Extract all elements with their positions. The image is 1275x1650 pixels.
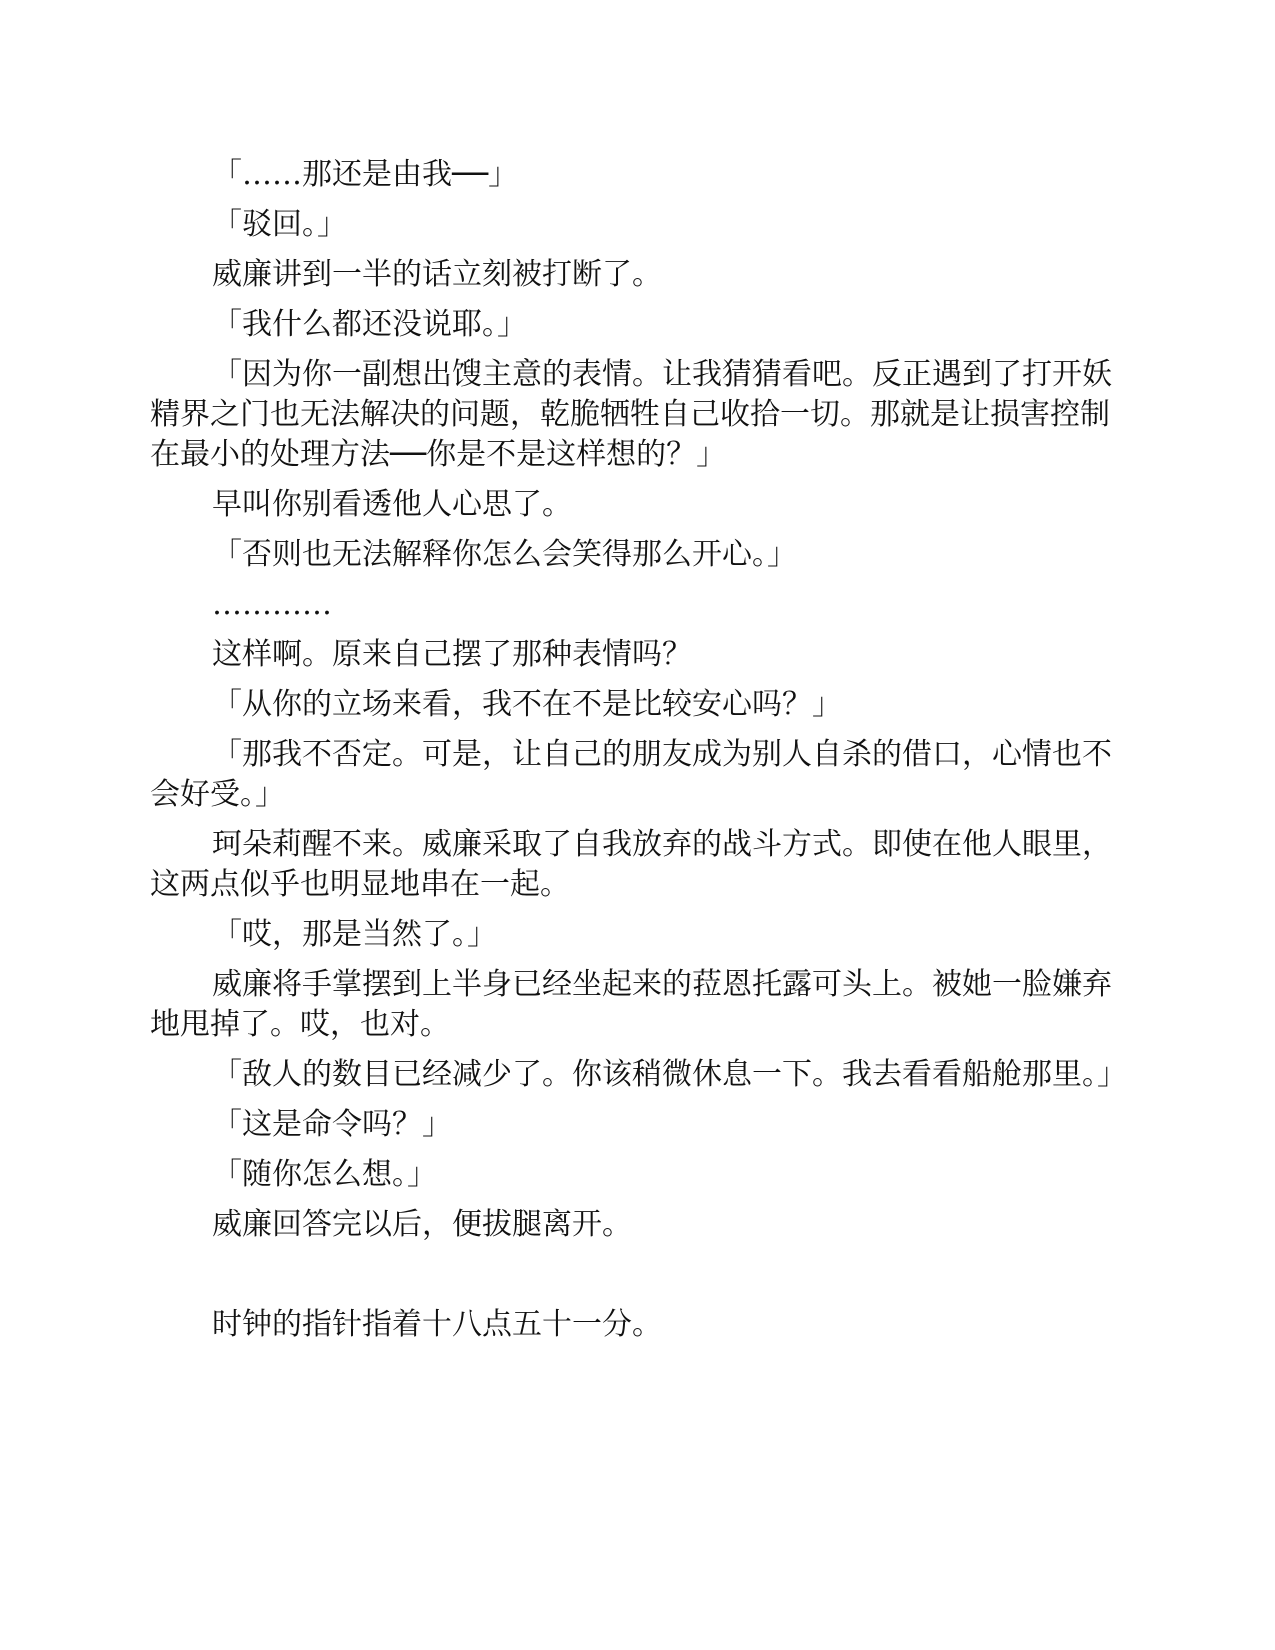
paragraph-8: ………… bbox=[212, 587, 332, 622]
body-text bbox=[150, 155, 1125, 1355]
section-break bbox=[150, 1255, 1125, 1305]
paragraph-19: 时钟的指针指着十八点五十一分。 bbox=[212, 1307, 662, 1342]
paragraph-2: 「驳回。」 bbox=[212, 207, 347, 242]
paragraph-11: 「那我不否定。可是，让自己的朋友成为别人自杀的借口，心情也不会好受。」 bbox=[150, 737, 1112, 812]
paragraph-16: 「这是命令吗？」 bbox=[212, 1107, 452, 1142]
paragraph-6: 早叫你别看透他人心思了。 bbox=[212, 487, 572, 522]
paragraph-3: 威廉讲到一半的话立刻被打断了。 bbox=[212, 257, 662, 292]
paragraph-9: 这样啊。原来自己摆了那种表情吗？ bbox=[212, 637, 692, 672]
paragraph-5: 「因为你一副想出馊主意的表情。让我猜猜看吧。反正遇到了打开妖精界之门也无法解决的问题，乾脆牺牲自己收拾一切。那就是让损害控制在最小的处理方法──你是不是这样想的？」 bbox=[150, 357, 1112, 472]
paragraph-13: 「哎，那是当然了。」 bbox=[212, 917, 497, 952]
paragraph-12: 珂朵莉醒不来。威廉采取了自我放弃的战斗方式。即使在他人眼里，这两点似乎也明显地串在一起。 bbox=[150, 827, 1112, 902]
paragraph-15: 「敌人的数目已经减少了。你该稍微休息一下。我去看看船舱那里。」 bbox=[212, 1057, 1127, 1092]
paragraph-7: 「否则也无法解释你怎么会笑得那么开心。」 bbox=[212, 537, 797, 572]
paragraph-1: 「……那还是由我──」 bbox=[212, 157, 519, 192]
paragraph-4: 「我什么都还没说耶。」 bbox=[212, 307, 527, 342]
paragraph-17: 「随你怎么想。」 bbox=[212, 1157, 437, 1192]
paragraph-10: 「从你的立场来看，我不在不是比较安心吗？」 bbox=[212, 687, 842, 722]
paragraph-14: 威廉将手掌摆到上半身已经坐起来的菈恩托露可头上。被她一脸嫌弃地甩掉了。哎，也对。 bbox=[150, 967, 1112, 1042]
paragraph-18: 威廉回答完以后，便拔腿离开。 bbox=[212, 1207, 632, 1242]
